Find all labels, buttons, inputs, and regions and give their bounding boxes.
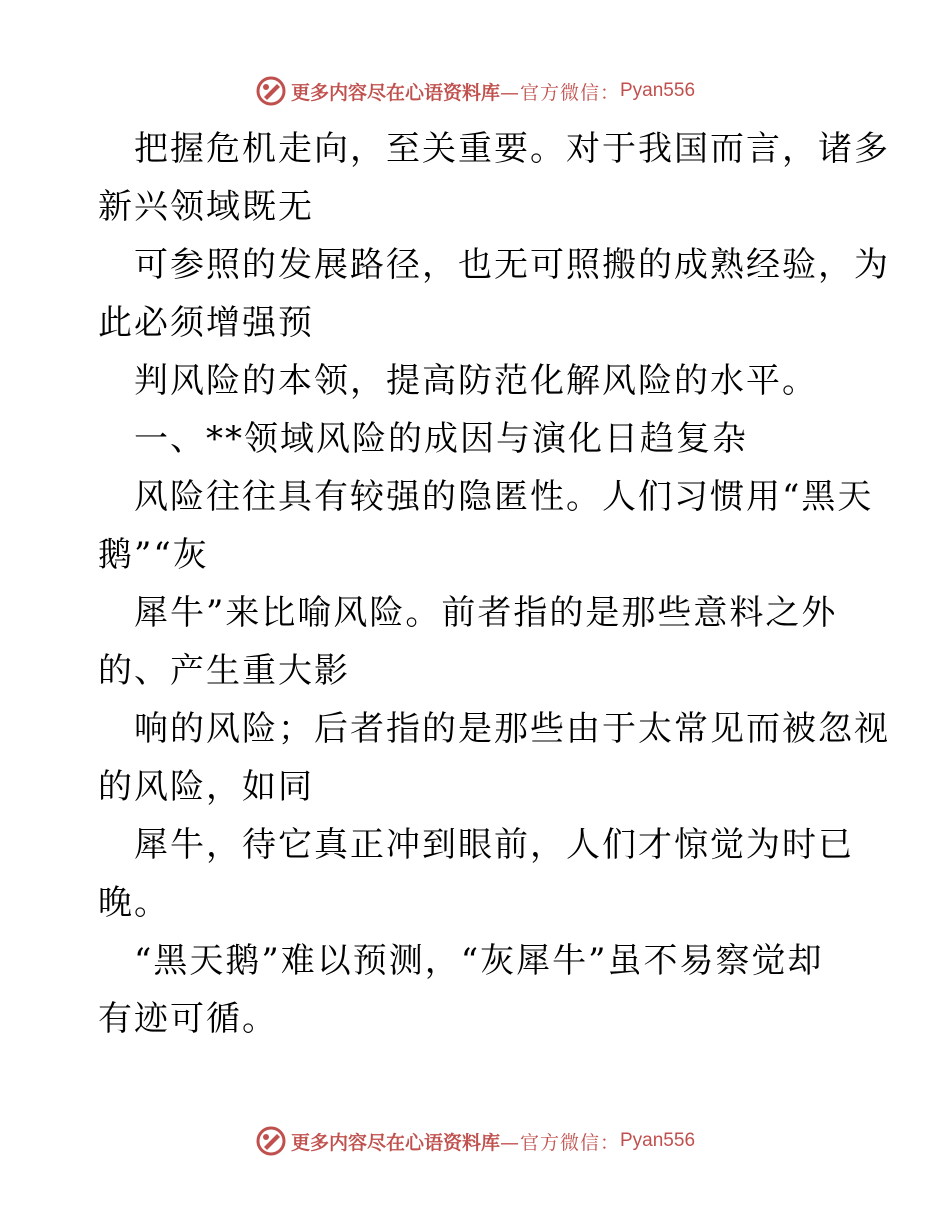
body-line: 响的风险；后者指的是那些由于太常见而被忽视: [98, 709, 890, 749]
body-line: 犀牛，待它真正冲到眼前，人们才惊觉为时已: [98, 825, 854, 865]
body-line: 犀牛”来比喻风险。前者指的是那些意料之外: [98, 593, 838, 633]
footer-site-name: 更多内容尽在心语资料库: [290, 1131, 500, 1154]
body-line: 风险往往具有较强的隐匿性。人们习惯用“黑天: [98, 477, 874, 517]
footer-separator: —官方微信：: [499, 1131, 620, 1154]
body-line: 判风险的本领，提高防范化解风险的水平。: [98, 361, 818, 401]
body-line: 此必须增强预: [98, 303, 314, 343]
section-heading: 一、**领域风险的成因与演化日趋复杂: [98, 419, 748, 459]
document-body: [98, 120, 890, 1048]
body-line: “黑天鹅”难以预测，“灰犀牛”虽不易察觉却: [98, 941, 824, 981]
header-separator: —官方微信：: [499, 81, 620, 104]
body-line: 鹅”“灰: [98, 535, 209, 575]
body-line: 可参照的发展路径，也无可照搬的成熟经验，为: [98, 245, 890, 285]
logo-icon: [255, 1125, 287, 1157]
header-wechat-id: Pyan556: [620, 80, 696, 101]
body-line: 晚。: [98, 883, 170, 923]
body-line: 的、产生重大影: [98, 651, 350, 691]
body-line: 把握危机走向，至关重要。对于我国而言，诸多: [98, 129, 890, 169]
logo-icon: [255, 75, 287, 107]
header-banner: [0, 71, 950, 111]
footer-wechat-id: Pyan556: [620, 1130, 696, 1151]
body-line: 的风险，如同: [98, 767, 314, 807]
header-site-name: 更多内容尽在心语资料库: [290, 81, 500, 104]
body-line: 有迹可循。: [98, 999, 278, 1039]
body-line: 新兴领域既无: [98, 187, 314, 227]
footer-banner: [0, 1121, 950, 1161]
